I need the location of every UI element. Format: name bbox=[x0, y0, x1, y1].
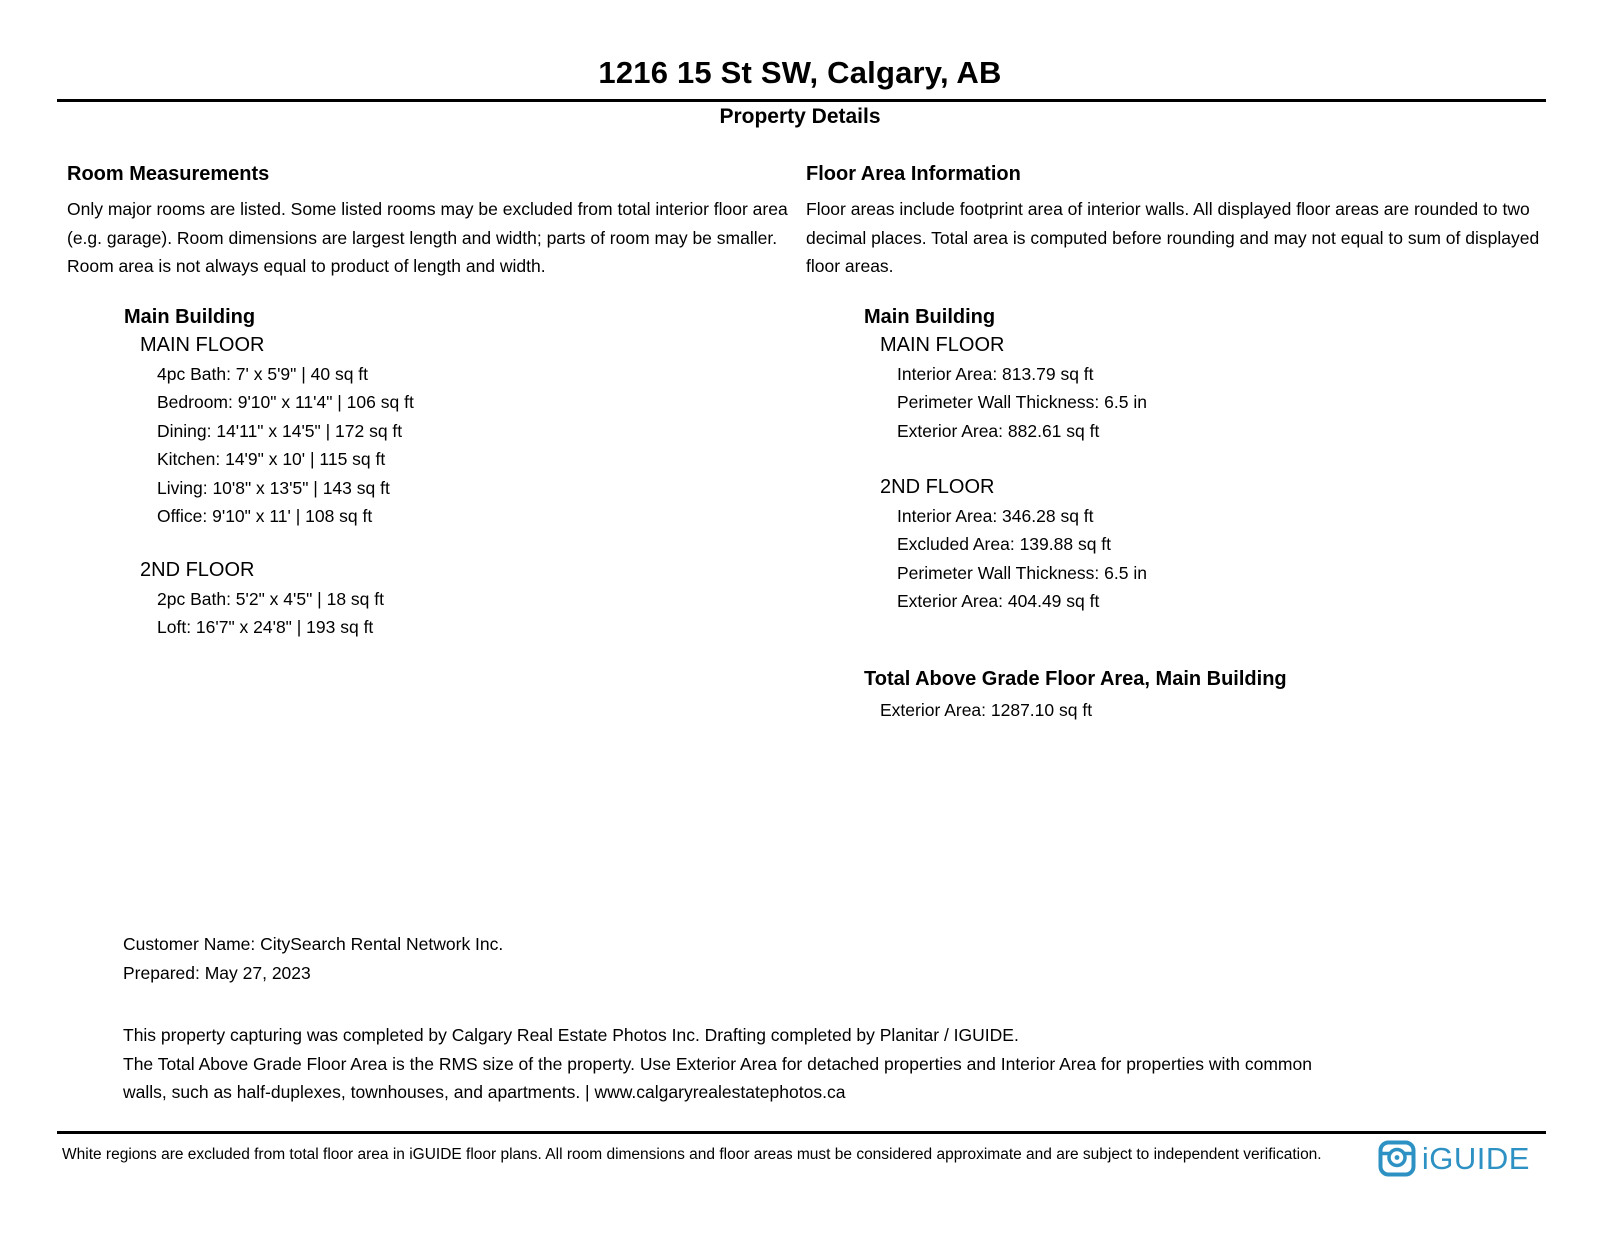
building-name: Main Building bbox=[124, 306, 256, 328]
page-subtitle: Property Details bbox=[719, 105, 881, 128]
floor-stat-line: Interior Area: 813.79 sq ft bbox=[897, 363, 1094, 384]
room-line: Dining: 14'11" x 14'5" | 172 sq ft bbox=[157, 420, 403, 441]
room-measurements-description-line: Only major rooms are listed. Some listed rooms may be excluded from total interior floor area bbox=[67, 199, 788, 219]
floor-stat-line: Perimeter Wall Thickness: 6.5 in bbox=[897, 562, 1147, 583]
room-line: 2pc Bath: 5'2" x 4'5" | 18 sq ft bbox=[157, 588, 384, 609]
room-line: Loft: 16'7" x 24'8" | 193 sq ft bbox=[157, 617, 374, 637]
room-line: Bedroom: 9'10" x 11'4" | 106 sq ft bbox=[157, 392, 414, 412]
total-above-grade-value: Exterior Area: 1287.10 sq ft bbox=[880, 700, 1093, 720]
floor-area-description-line: floor areas. bbox=[806, 256, 894, 277]
room-measurements-description-line: (e.g. garage). Room dimensions are largest length and width; parts of room may be smaller. bbox=[67, 227, 778, 248]
prepared-date-line: Prepared: May 27, 2023 bbox=[123, 963, 311, 983]
room-line: Living: 10'8" x 13'5" | 143 sq ft bbox=[157, 477, 390, 498]
iguide-logo-text: iGUIDE bbox=[1421, 1140, 1530, 1176]
floor-name: MAIN FLOOR bbox=[140, 334, 265, 356]
room-measurements-section bbox=[67, 163, 788, 281]
building-name: Main Building bbox=[864, 306, 996, 328]
room-measurements-description-line: Room area is not always equal to product of length and width. bbox=[67, 256, 546, 277]
floor-stat-line: Perimeter Wall Thickness: 6.5 in bbox=[897, 392, 1147, 412]
iguide-logo bbox=[1377, 1138, 1530, 1178]
footer-disclaimer: White regions are excluded from total floor area in iGUIDE floor plans. All room dimensions and floor areas must be considered approximate and are subject to independent verification. bbox=[62, 1146, 1322, 1163]
notes-line: The Total Above Grade Floor Area is the RMS size of the property. Use Exterior Area for detached properties and Interior Area for properties with common bbox=[123, 1053, 1312, 1074]
customer-info bbox=[123, 930, 503, 988]
notes-line: walls, such as half-duplexes, townhouses, and apartments. | www.calgaryrealestatephotos.ca bbox=[123, 1082, 846, 1103]
floor-area-description-line: decimal places. Total area is computed before rounding and may not equal to sum of displayed bbox=[806, 227, 1540, 248]
customer-name-line: Customer Name: CitySearch Rental Network Inc. bbox=[123, 934, 504, 954]
floor-stat-line: Interior Area: 346.28 sq ft bbox=[897, 505, 1094, 526]
floor-name: MAIN FLOOR bbox=[880, 334, 1005, 356]
floor-name: 2ND FLOOR bbox=[880, 476, 995, 498]
total-above-grade-heading: Total Above Grade Floor Area, Main Building bbox=[864, 668, 1287, 690]
floor-stat-line: Exterior Area: 404.49 sq ft bbox=[897, 591, 1100, 611]
header-divider bbox=[57, 99, 1546, 102]
room-measurements-main-building bbox=[124, 303, 414, 531]
footer-divider bbox=[57, 1131, 1546, 1134]
room-measurements-heading: Room Measurements bbox=[67, 163, 270, 185]
notes-paragraph bbox=[123, 1021, 1312, 1107]
floor-area-description-line: Floor areas include footprint area of interior walls. All displayed floor areas are rounded to two bbox=[806, 199, 1530, 219]
floor-area-2nd-floor bbox=[880, 473, 1147, 616]
room-line: Kitchen: 14'9" x 10' | 115 sq ft bbox=[157, 449, 386, 469]
iguide-camera-icon bbox=[1377, 1138, 1417, 1178]
room-line: Office: 9'10" x 11' | 108 sq ft bbox=[157, 506, 373, 526]
notes-line: This property capturing was completed by Calgary Real Estate Photos Inc. Drafting completed by Planitar / IGUIDE. bbox=[123, 1025, 1019, 1045]
page-title: 1216 15 St SW, Calgary, AB bbox=[598, 55, 1002, 90]
floor-name: 2ND FLOOR bbox=[140, 559, 255, 581]
floor-stat-line: Exterior Area: 882.61 sq ft bbox=[897, 420, 1100, 441]
floor-area-information-heading: Floor Area Information bbox=[806, 163, 1021, 185]
floor-area-main-building bbox=[864, 303, 1147, 445]
floor-area-information-section bbox=[806, 163, 1538, 281]
floor-stat-line: Excluded Area: 139.88 sq ft bbox=[897, 534, 1112, 554]
room-measurements-2nd-floor bbox=[140, 556, 384, 642]
room-line: 4pc Bath: 7' x 5'9" | 40 sq ft bbox=[157, 363, 369, 384]
